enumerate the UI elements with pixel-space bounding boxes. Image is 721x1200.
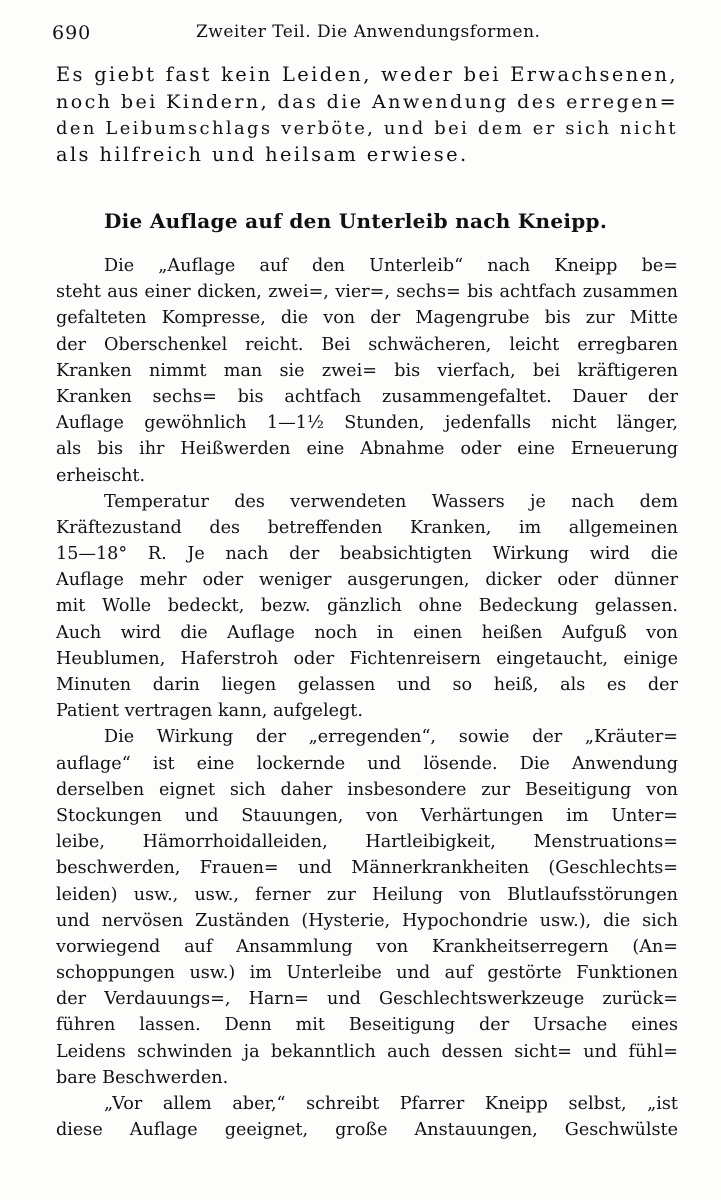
text-line: bare Beschwerden. xyxy=(56,1067,229,1088)
text-line: Patient vertragen kann, aufgelegt. xyxy=(56,701,363,722)
text-line: „Vor allem aber,“ schreibt Pfarrer Kneipp selbst, „ist xyxy=(104,1094,678,1114)
text-line: Temperatur des verwendeten Wassers je nach dem xyxy=(104,491,678,512)
text-line: Auch wird die Auflage noch in einen heißen Aufguß von xyxy=(56,622,678,643)
text-line: erheischt. xyxy=(56,465,146,486)
text-line: Kräftezustand des betreffenden Kranken, im allgemeinen xyxy=(56,517,678,538)
text-line: und nervösen Zuständen (Hysterie, Hypochondrie usw.), die sich xyxy=(56,910,678,931)
text-line: 15—18° R. Je nach der beabsichtigten Wirkung wird die xyxy=(56,544,678,565)
text-line: Kranken nimmt man sie zwei= bis vierfach, bei kräftigeren xyxy=(56,360,678,381)
intro-paragraph xyxy=(56,62,678,169)
text-line: Stockungen und Stauungen, von Verhärtungen im Unter= xyxy=(56,805,678,826)
text-line: schoppungen usw.) im Unterleibe und auf gestörte Funktionen xyxy=(56,963,678,984)
text-line: Es giebt fast kein Leiden, weder bei Erwachsenen, xyxy=(56,63,678,86)
text-line: der Verdauungs=, Harn= und Geschlechtswerkzeuge zurück= xyxy=(56,989,678,1010)
section-body xyxy=(56,253,678,1143)
text-line: Auflage gewöhnlich 1—1½ Stunden, jedenfalls nicht länger, xyxy=(56,413,678,434)
text-line: Die „Auflage auf den Unterleib“ nach Kneipp be= xyxy=(104,256,678,276)
text-line: der Oberschenkel reicht. Bei schwächeren, leicht erregbaren xyxy=(56,334,678,355)
text-line: Auflage mehr oder weniger ausgerungen, dicker oder dünner xyxy=(56,570,678,591)
text-line: gefalteten Kompresse, die von der Magengrube bis zur Mitte xyxy=(56,308,678,329)
text-line: beschwerden, Frauen= und Männerkrankheiten (Geschlechts= xyxy=(56,858,678,879)
text-line: den Leibumschlags verböte, und bei dem er sich nicht xyxy=(56,117,678,139)
text-line: Die Wirkung der „erregenden“, sowie der „Kräuter= xyxy=(104,727,678,748)
text-line: als hilfreich und heilsam erwiese. xyxy=(56,143,469,167)
text-line: vorwiegend auf Ansammlung von Krankheitserregern (An= xyxy=(56,936,678,957)
running-header xyxy=(50,18,680,48)
text-line: Kranken sechs= bis achtfach zusammengefaltet. Dauer der xyxy=(56,386,678,407)
text-line: Leidens schwinden ja bekanntlich auch dessen sicht= und fühl= xyxy=(56,1041,678,1062)
text-line: steht aus einer dicken, zwei=, vier=, sechs= bis achtfach zusammen xyxy=(56,282,678,303)
text-line: führen lassen. Denn mit Beseitigung der Ursache eines xyxy=(56,1015,678,1036)
text-line: noch bei Kindern, das die Anwendung des erregen= xyxy=(56,89,678,113)
page-number: 690 xyxy=(52,22,92,44)
text-line: mit Wolle bedeckt, bezw. gänzlich ohne Bedeckung gelassen. xyxy=(56,596,678,617)
text-line: Heublumen, Haferstroh oder Fichtenreisern eingetaucht, einige xyxy=(56,648,678,669)
text-line: leibe, Hämorrhoidalleiden, Hartleibigkeit, Menstruations= xyxy=(56,832,678,853)
running-title: Zweiter Teil. Die Anwendungsformen. xyxy=(196,22,541,42)
text-line: auflage“ ist eine lockernde und lösende. Die Anwendung xyxy=(56,753,678,774)
section-heading: Die Auflage auf den Unterleib nach Kneipp. xyxy=(104,209,608,233)
text-line: derselben eignet sich daher insbesondere zur Beseitigung von xyxy=(56,779,678,800)
text-line: Minuten darin liegen gelassen und so heiß, als es der xyxy=(56,675,678,695)
text-line: leiden) usw., usw., ferner zur Heilung von Blutlaufsstörungen xyxy=(56,884,678,905)
text-line: als bis ihr Heißwerden eine Abnahme oder eine Erneuerung xyxy=(56,439,678,460)
text-line: diese Auflage geeignet, große Anstauungen, Geschwülste xyxy=(56,1120,678,1141)
